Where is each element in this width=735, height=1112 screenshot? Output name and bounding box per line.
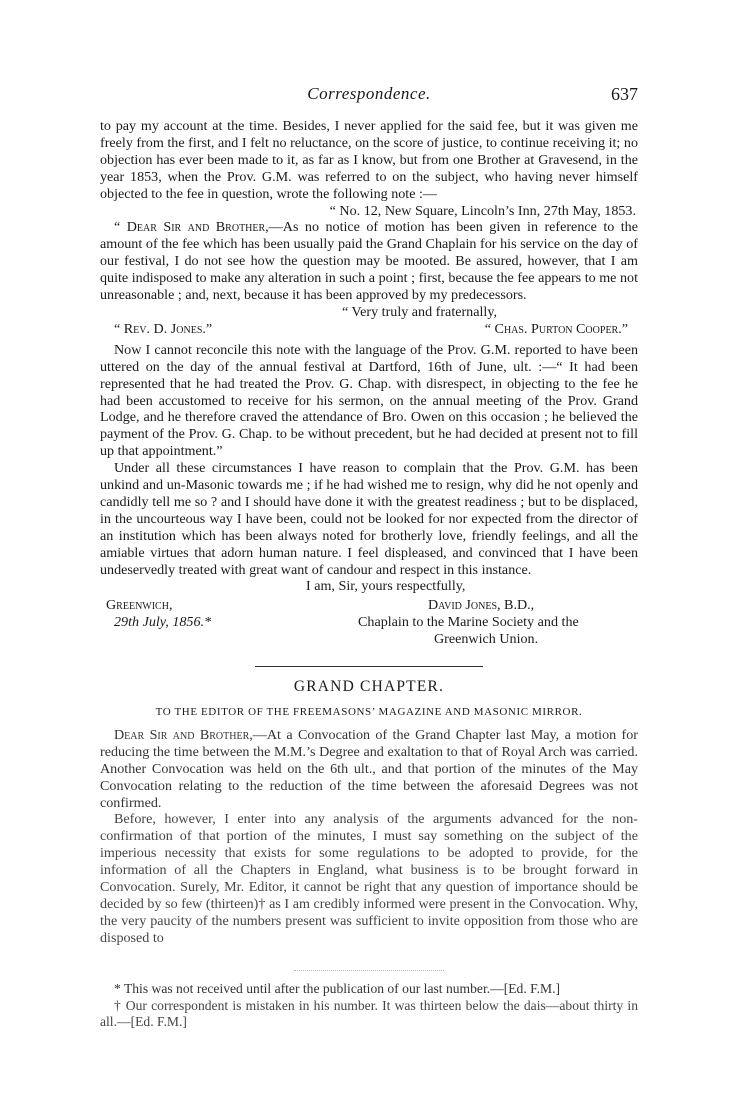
letter1-signer: David Jones, B.D., bbox=[428, 597, 535, 614]
footnote-dagger: † Our correspondent is mistaken in his number. It was thirteen below the dais—about thirty in all.—[Ed. F.M.] bbox=[100, 997, 638, 1030]
letter1-paragraph-3: Under all these circumstances I have reason to complain that the Prov. G.M. has been unkind and un-Masonic towards me ; if he had wished me to resign, why did he not openly and candidly tell me so ? and I should have done it with the greatest readiness ; but to be displaced, in the uncourteous way I have been, could not be looked for nor expected from the director of an institution which has been always noted for brotherly love, friendly feelings, and all the amiable virtues that adorn human nature. I feel displeased, and convinced that I have been undeservedly treated with great want of candour and respect in this instance. bbox=[100, 460, 638, 578]
note-signature-line bbox=[100, 321, 638, 338]
letter1-paragraph-1: to pay my account at the time. Besides, I never applied for the said fee, but it was given me freely from the first, and I felt no reluctance, on the score of justice, to continue receiving it; no objection has ever been made to it, as far as I know, but from one Brother at Gravesend, in the year 1853, when the Prov. G.M. was referred to on the subject, who having never himself objected to the fee in question, wrote the following note :— bbox=[100, 118, 638, 202]
note-body bbox=[100, 219, 638, 304]
letter1-signer-title-1: Chaplain to the Marine Society and the bbox=[358, 614, 579, 631]
running-head: Correspondence. bbox=[307, 84, 431, 103]
letter1-date: 29th July, 1856.* bbox=[114, 614, 212, 631]
letter1-place: Greenwich, bbox=[106, 597, 173, 614]
note-signer: “ Chas. Purton Cooper.” bbox=[484, 320, 628, 337]
letter1-signer-title-2: Greenwich Union. bbox=[434, 631, 539, 648]
section-title: GRAND CHAPTER. bbox=[293, 678, 445, 696]
footnote-separator bbox=[294, 970, 444, 971]
letter2-salutation: Dear Sir and Brother, bbox=[114, 726, 253, 743]
note-date: “ No. 12, New Square, Lincoln’s Inn, 27th May, 1853. bbox=[329, 202, 636, 219]
note-closing: “ Very truly and fraternally, bbox=[342, 303, 497, 320]
footnotes bbox=[100, 960, 638, 1031]
letter2-paragraph-2: Before, however, I enter into any analysis of the arguments advanced for the non-confirmation of that portion of the minutes, I must say something on the subject of the imperious necessity that exists for some regulations to be adopted to provide, for the information of all the Chapters in England, what business is to be brought forward in Convocation. Surely, Mr. Editor, it cannot be right that any question of importance should be decided by so few (thirteen)† as I am credibly informed were present in the Convocation. Why, the very paucity of the numbers present was sufficient to invite opposition from those who are disposed to bbox=[100, 811, 638, 946]
note-salutation: “ Dear Sir and Brother, bbox=[114, 219, 269, 236]
page-number: 637 bbox=[611, 84, 638, 104]
note-body-text: —As no notice of motion has been given in reference to the amount of the fee which has been usually paid the Grand Chaplain for his service on the day of our festival, I do not see how the question may be mooted. Be assured, however, that I am quite indisposed to make any alteration in such a point ; first, because the fee appears to me not unreasonable ; and, next, because it has been approved by my predecessors. bbox=[100, 219, 638, 304]
letter2-paragraph-1-text: —At a Convocation of the Grand Chapter last May, a motion for reducing the time between the M.M.’s Degree and exaltation to that of Royal Arch was carried. Another Convocation was held on the 6th ult., and that portion of the minutes of the May Convocation relating to the reduction of the time between the aforesaid Degrees was not confirmed. bbox=[100, 726, 638, 811]
letter2-paragraph-1 bbox=[100, 727, 638, 812]
letter2-addressee: TO THE EDITOR OF THE FREEMASONS’ MAGAZINE AND MASONIC MIRROR. bbox=[155, 706, 583, 718]
page-header bbox=[100, 84, 638, 106]
article-body bbox=[100, 118, 638, 947]
note-addressee: “ Rev. D. Jones.” bbox=[114, 320, 213, 337]
letter1-paragraph-2: Now I cannot reconcile this note with the language of the Prov. G.M. reported to have been uttered on the day of the annual festival at Dartford, 16th of June, ult. :—“ It had been represented that he had treated the Prov. G. Chap. with disrespect, in objecting to the fee he had been accustomed to receive for his sermon, on the annual meeting of the Prov. Grand Lodge, and he therefore craved the attendance of Bro. Owen on this occasion ; he believed the payment of the Prov. G. Chap. to be without precedent, but he had decided at present not to fill up that appointment.” bbox=[100, 341, 638, 460]
footnote-star: * This was not received until after the publication of our last number.—[Ed. F.M.] bbox=[114, 981, 561, 996]
letter1-closing: I am, Sir, yours respectfully, bbox=[306, 578, 466, 595]
section-divider bbox=[255, 666, 483, 667]
letter1-signoff bbox=[100, 597, 638, 648]
